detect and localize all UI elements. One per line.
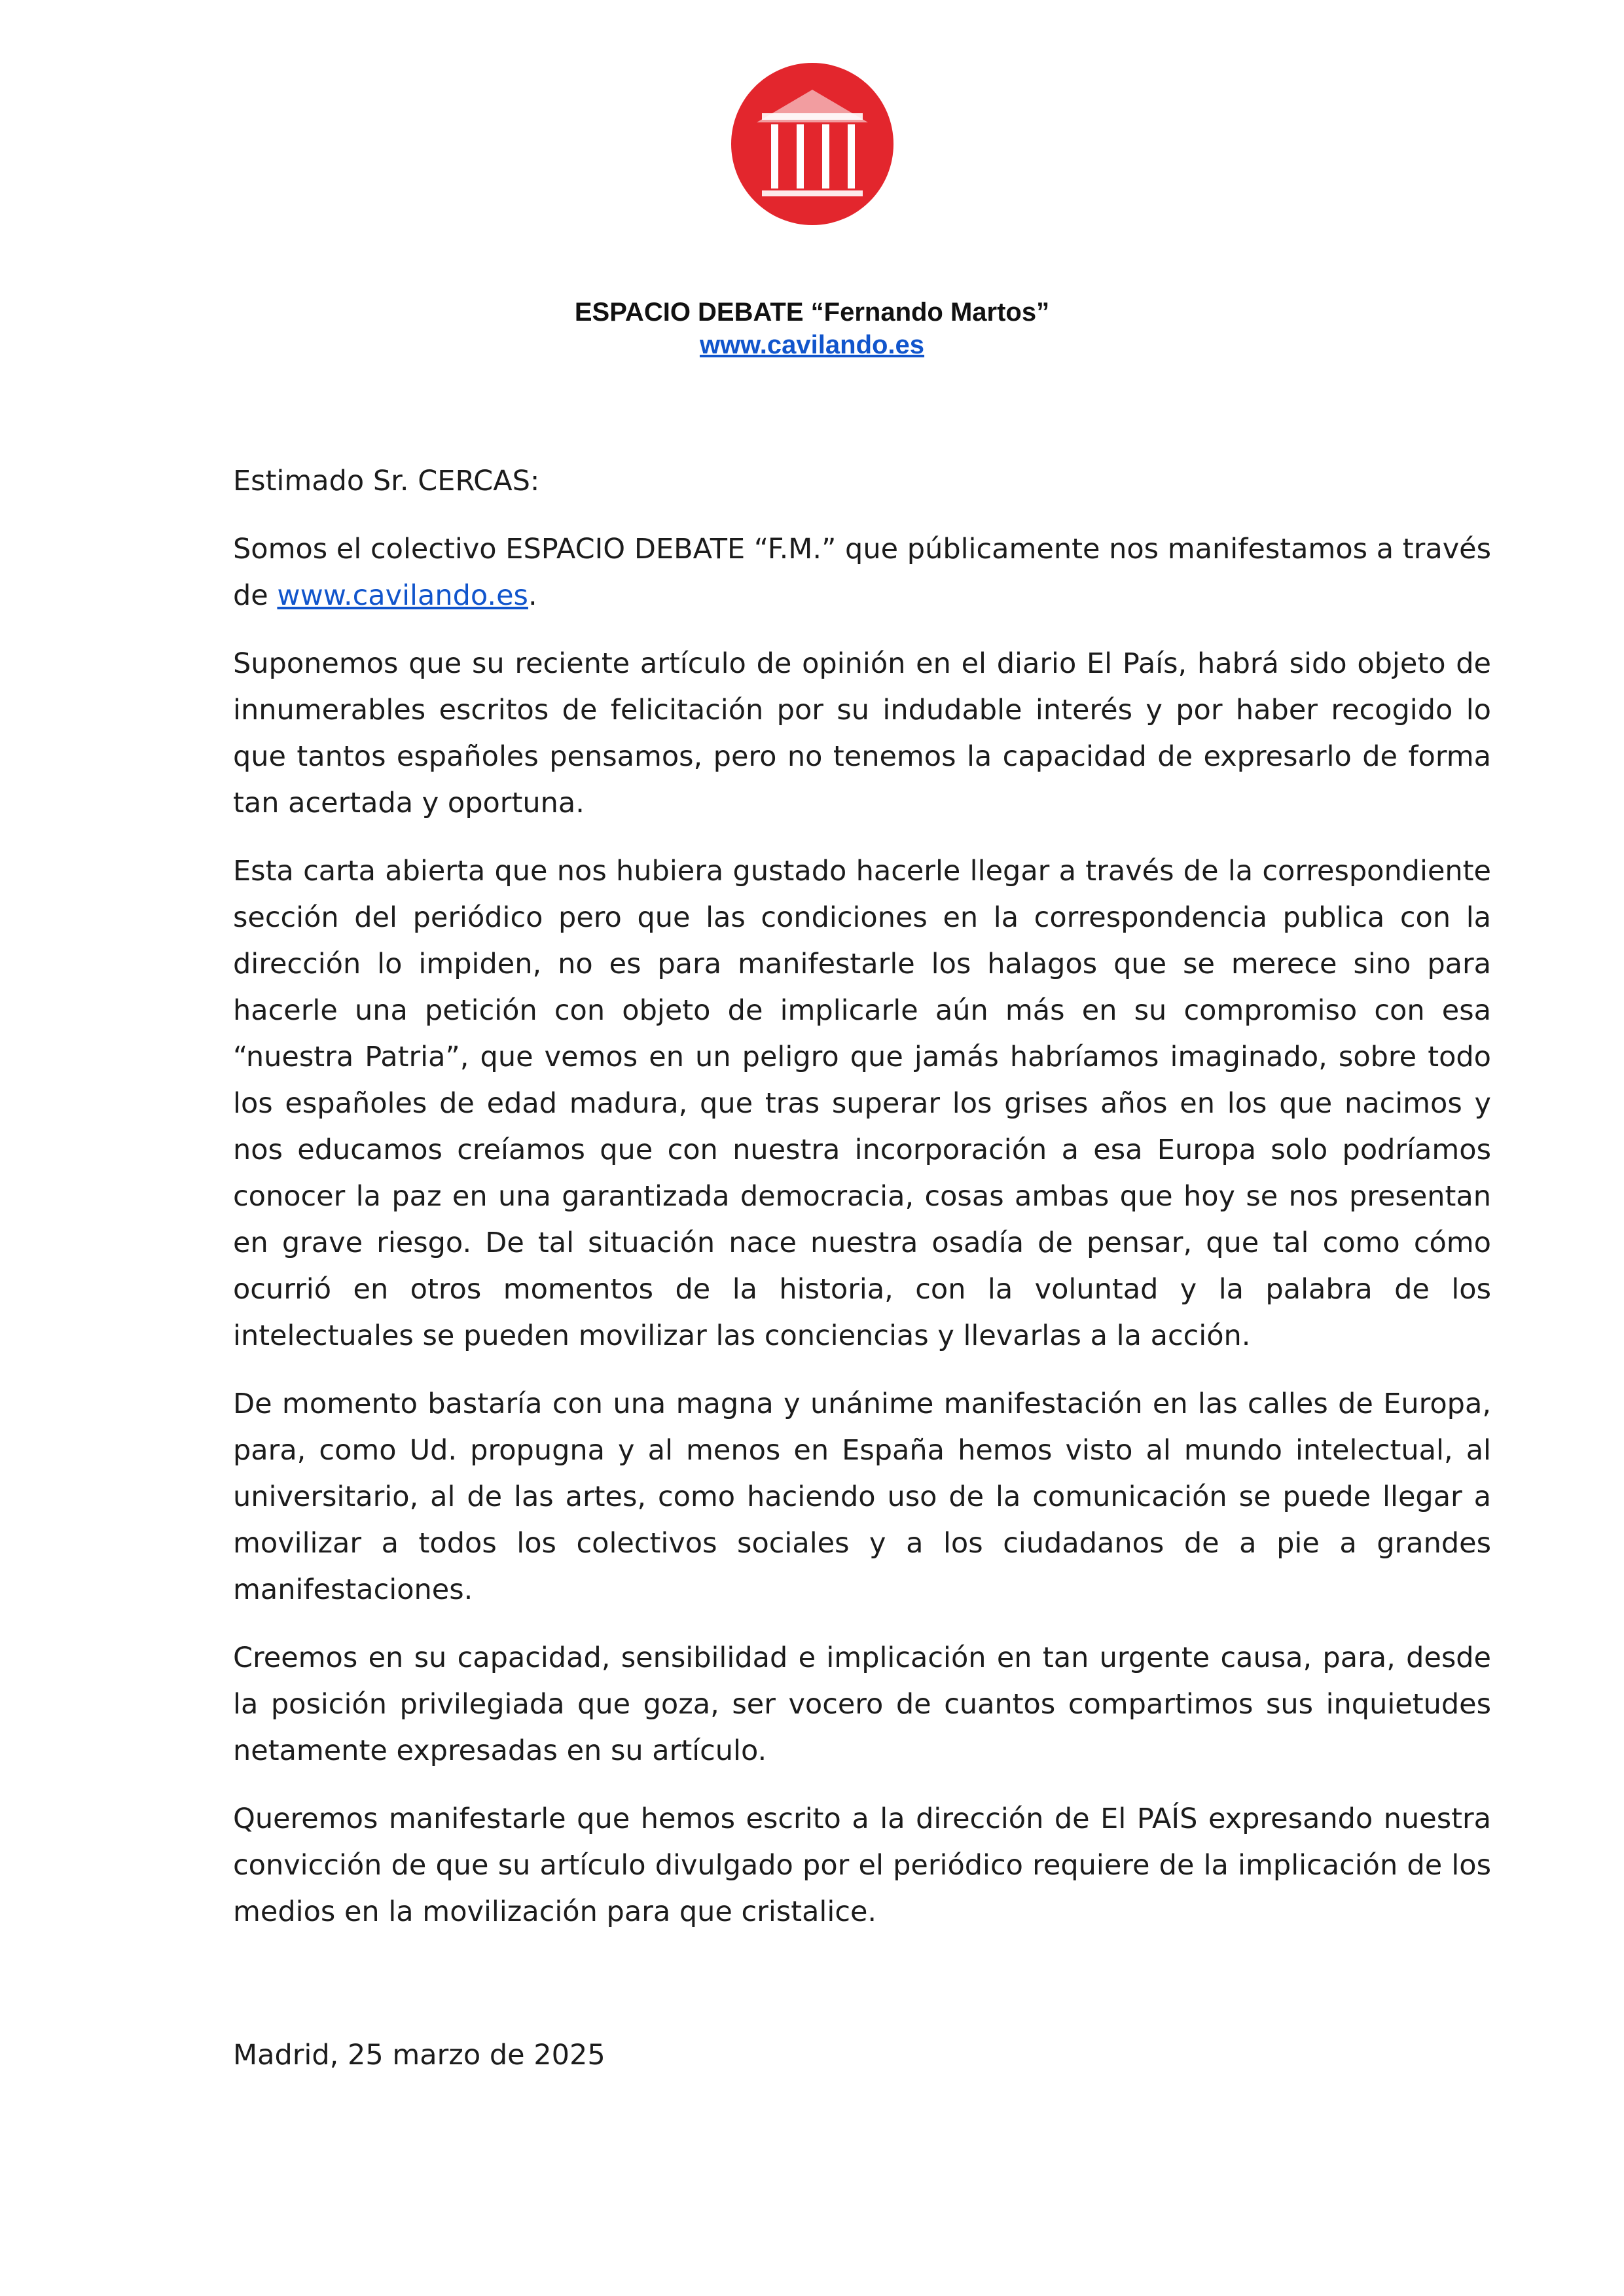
organization-website-link[interactable]: www.cavilando.es bbox=[699, 331, 925, 359]
letter-body bbox=[233, 458, 1491, 1957]
intro-paragraph bbox=[233, 526, 1491, 619]
place-and-date: Madrid, 25 marzo de 2025 bbox=[233, 2039, 605, 2072]
paragraph-capacity: Creemos en su capacidad, sensibilidad e implicación en tan urgente causa, para, desde la posición privilegiada que goza, ser vocero de cuantos compartimos sus inquietudes netamente expresadas en su artículo. bbox=[233, 1641, 1491, 1767]
letterhead bbox=[0, 62, 1624, 361]
intro-text: Somos el colectivo ESPACIO DEBATE “F.M.” que públicamente nos manifestamos a través de bbox=[233, 533, 1491, 612]
paragraph-congratulations: Suponemos que su reciente artículo de opinión en el diario El País, habrá sido objeto de innumerables escritos de felicitación por su indudable interés y por haber recogido lo que tantos españoles pensamos, pero no tenemos la capacidad de expresarlo de forma tan acertada y oportuna. bbox=[233, 647, 1491, 819]
paragraph-demonstration: De momento bastaría con una magna y unánime manifestación en las calles de Europa, para, como Ud. propugna y al menos en España hemos visto al mundo intelectual, al universitario, al de las artes, como haciendo uso de la comunicación se puede llegar a movilizar a todos los colectivos sociales y a los ciudadanos de a pie a grandes manifestaciones. bbox=[233, 1388, 1491, 1606]
website-link[interactable]: www.cavilando.es bbox=[277, 579, 528, 612]
organization-name: ESPACIO DEBATE “Fernando Martos” bbox=[574, 298, 1050, 327]
salutation: Estimado Sr. CERCAS: bbox=[233, 465, 540, 497]
paragraph-open-letter: Esta carta abierta que nos hubiera gustado hacerle llegar a través de la correspondiente sección del periódico pero que las condiciones en la correspondencia publica con la dirección lo impiden, no es para manifestarle los halagos que se merece sino para hacerle una petición con objeto de implicarle aún más en su compromiso con esa “nuestra Patria”, que vemos en un peligro que jamás habríamos imaginado, sobre todo los españoles de edad madura, que tras superar los grises años en los que nacimos y nos educamos creíamos que con nuestra incorporación a esa Europa solo podríamos conocer la paz en una garantizada democracia, cosas ambas que hoy se nos presentan en grave riesgo. De tal situación nace nuestra osadía de pensar, que tal como cómo ocurrió en otros momentos de la historia, con la voluntad y la palabra de los intelectuales se pueden movilizar las conciencias y llevarlas a la acción. bbox=[233, 855, 1491, 1352]
paragraph-el-pais: Queremos manifestarle que hemos escrito a la dirección de El PAÍS expresando nuestra convicción de que su artículo divulgado por el periódico requiere de la implicación de los medios en la movilización para que cristalice. bbox=[233, 1803, 1491, 1928]
columned-building-icon bbox=[731, 62, 894, 226]
intro-end-punctuation: . bbox=[528, 579, 537, 612]
